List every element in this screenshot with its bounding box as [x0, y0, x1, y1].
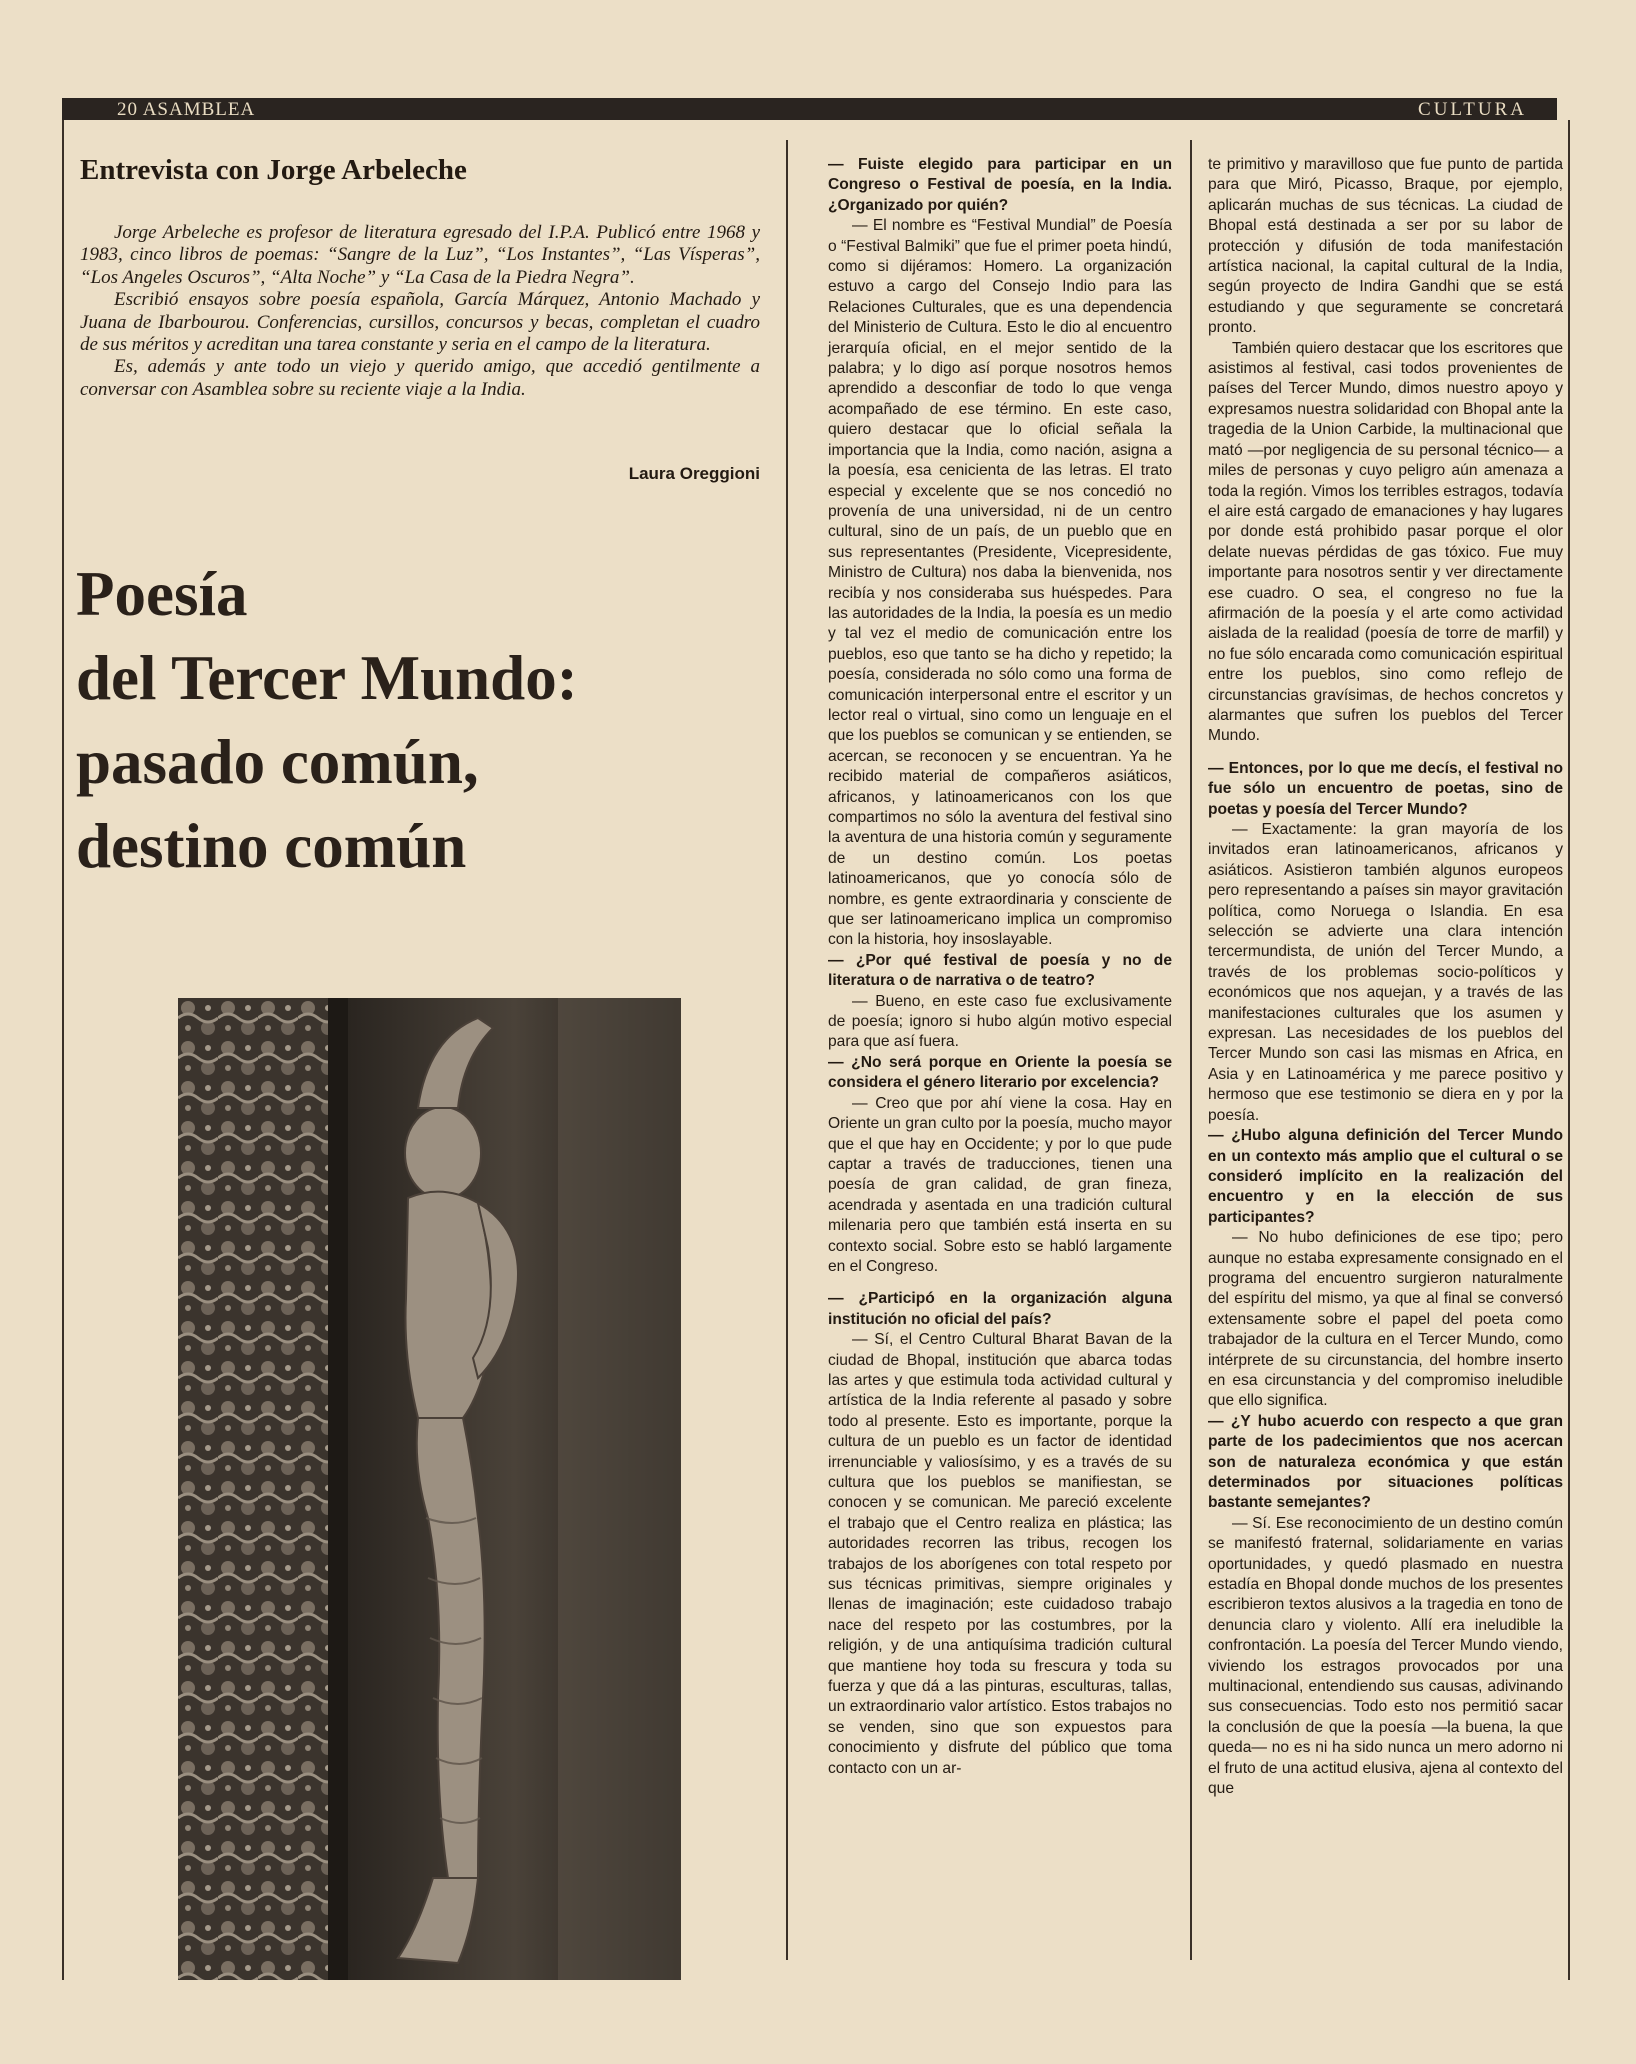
interview-question: — Entonces, por lo que me decís, el festival no fue sólo un encuentro de poetas, sino de poetas y poesía del Tercer Mundo?: [1208, 759, 1563, 818]
article-column-3: [1208, 155, 1563, 1800]
interview-title: Entrevista con Jorge Arbeleche: [80, 154, 467, 186]
interview-question: — ¿Participó en la organización alguna institución no oficial del país?: [828, 1290, 1172, 1328]
interview-answer: — Sí, el Centro Cultural Bharat Bavan de la ciudad de Bhopal, institución que abarca todas las artes y que estimula toda actividad cultural y artística de la India referente al pasado y sobre todo al presente. Esto es importante, porque la cultura de un pueblo es un factor de identidad irrenunciable y valiosísimo, y es a través de su cultura que los pueblos se manifiestan, se conocen y se comunican. Me pareció excelente el trabajo que el Centro realiza en plástica; las autoridades recorren las tribus, recogen los trabajos de los aborígenes con total respeto por sus técnicas primitivas, siempre originales y llenas de imaginación; este cuidadoso trabajo nace del respeto por las costumbres, por la religión, y de una antiquísima tradición cultural que mantiene hoy toda su frescura y toda su fuerza y que dá a las pinturas, esculturas, tallas, un extraordinario valor artístico. Estos trabajos no se venden, sino que son expuestos para conocimiento y disfrute del público que toma contacto con un ar-: [828, 1331, 1172, 1777]
interview-answer: — No hubo definiciones de ese tipo; pero aunque no estaba expresamente consignado en el programa del encuentro surgieron naturalmente del espíritu del mismo, ya que al final se conversó extensamente sobre el papel del poeta como trabajador de la cultura en el Tercer Mundo, como intérprete de su circunstancia, del hombre inserto en esa circunstancia y del compromiso ineludible que ello significa.: [1208, 1229, 1563, 1410]
intro-paragraph: Es, además y ante todo un viejo y querido amigo, que accedió gentilmente a conversar con Asamblea sobre su reciente viaje a la India.: [80, 356, 760, 400]
interview-answer: — El nombre es “Festival Mundial” de Poesía o “Festival Balmiki” que fue el primer poeta hindú, como si dijéramos: Homero. La organización estuvo a cargo del Consejo Indio para las Relaciones Culturales, que es una dependencia del Ministerio de Cultura. Esto le dio al encuentro jerarquía oficial, en el mejor sentido de la palabra; y lo digo así porque nosotros hemos aprendido a desconfiar de todo lo que venga acompañado de ese término. En este caso, quiero destacar que lo oficial señala la importancia que la India, como nación, asigna a la poesía, esa cenicienta de las letras. El trato especial y excelente que se nos concedió no provenía de una universidad, ni de un centro cultural, sino de un país, de un pueblo que en sus representantes (Presidente, Vicepresidente, Ministro de Cultura) nos daba la bienvenida, nos recibía y nos consideraba sus huéspedes. Para las autoridades de la India, la poesía es un medio y tal vez el medio de comunicación entre los pueblos, eso que tanto se ha dicho y repetido; la poesía, considerada no sólo como una forma de comunicación interpersonal entre el escritor y un lector real o virtual, sino como un lenguaje en el que los pueblos se comunican y se entienden, se acercan, se reconocen y se encuentran. Ya he recibido material de compañeros asiáticos, africanos, y latinoamericanos con los que compartimos no sólo la aventura del festival sino la aventura de una historia común y seguramente de un destino común. Los poetas latinoamericanos, que yo conocía sólo de nombre, es gente extraordinaria y consciente de que ser latinoamericano implica un compromiso con la historia, hoy insoslayable.: [828, 217, 1172, 949]
interview-question: — ¿Hubo alguna definición del Tercer Mundo en un contexto más amplio que el cultural o se consideró implícito en la realización del encuentro y en la elección de sus participantes?: [1208, 1127, 1563, 1226]
intro-paragraph: Escribió ensayos sobre poesía española, García Márquez, Antonio Machado y Juana de Ibarbourou. Conferencias, cursillos, concursos y becas, completan el cuadro de sus méritos y acreditan una tarea constante y seria en el campo de la literatura.: [80, 289, 760, 356]
headline-line: del Tercer Mundo:: [76, 643, 578, 713]
sculpture-photo: [178, 998, 681, 1980]
right-margin-rule: [1568, 120, 1570, 1980]
intro-paragraph: Jorge Arbeleche es profesor de literatura egresado del I.P.A. Publicó entre 1968 y 1983, cinco libros de poemas: “Sangre de la Luz”, “Los Instantes”, “Las Vísperas”, “Los Angeles Oscuros”, “Alta Noche” y “La Casa de la Piedra Negra”.: [80, 222, 760, 288]
interview-answer: También quiero destacar que los escritores que asistimos al festival, casi todos provenientes de países del Tercer Mundo, dimos nuestro apoyo y expresamos nuestra solidaridad con Bhopal ante la tragedia de la Union Carbide, la multinacional que mató —por negligencia de su personal técnico— a miles de personas y cuyo peligro aún amenaza a toda la región. Vimos los terribles estragos, todavía el aire está cargado de emanaciones y hay lugares por donde está prohibido pasar porque el olor delate nuevas pérdidas de gas tóxico. Fue muy importante para nosotros sentir y ver directamente ese cuadro. O sea, el congreso no fue la afirmación de la poesía y el arte como actividad aislada de la realidad (poesía de torre de marfil) y no fue sólo encarada como comunicación espiritual entre los pueblos, sino como reflejo de circunstancias gravísimas, de hechos concretos y alarmantes que sufren los pueblos del Tercer Mundo.: [1208, 339, 1563, 745]
section-name: CULTURA: [1418, 99, 1527, 120]
headline-line: Poesía: [76, 559, 248, 629]
author-byline: Laura Oreggioni: [628, 464, 760, 483]
interview-question: — ¿No será porque en Oriente la poesía se considera el género literario por excelencia?: [828, 1053, 1172, 1092]
interview-question: — ¿Y hubo acuerdo con respecto a que gran parte de los padecimientos que nos acercan son de naturaleza económica y que están determinados por situaciones políticas bastante semejantes?: [1208, 1412, 1563, 1512]
article-headline: [76, 552, 756, 888]
article-column-2: [828, 155, 1172, 1779]
article-intro: [80, 222, 760, 401]
interview-answer: — Creo que por ahí viene la cosa. Hay en Oriente un gran culto por la poesía, mucho mayor que el que hay en Occidente; y por lo que pude captar a través de traducciones, tienen una poesía de gran calidad, de gran fineza, acendrada y asentada en una tradición cultural milenaria pero que también está inserta en su contexto social. Sobre esto se habló largamente en el Congreso.: [828, 1094, 1172, 1275]
column-divider-2: [1190, 140, 1192, 1960]
interview-question: — ¿Por qué festival de poesía y no de literatura o de narrativa o de teatro?: [828, 951, 1172, 990]
page-header-bar: [62, 98, 1557, 120]
column-divider-1: [786, 140, 788, 1960]
left-margin-rule: [62, 120, 64, 1980]
interview-answer: — Exactamente: la gran mayoría de los invitados eran latinoamericanos, africanos y asiáticos. Asistieron también algunos europeos pero representando a países sin mayor gravitación política, como Noruega o Islandia. En esa selección se advierte una clara intención tercermundista, de unión del Tercer Mundo, a través de los problemas socio-políticos y económicos que nos aquejan, y a través de las manifestaciones culturales que los asumen y expresan. Las necesidades de los pueblos del Tercer Mundo son casi las mismas en Africa, en Asia y en Latinoamérica y me parece positivo y hermoso que ese testimonio se diera en y por la poesía.: [1208, 821, 1563, 1124]
interview-answer: — Sí. Ese reconocimiento de un destino común se manifestó fraternal, solidariamente en varias oportunidades, y quedó plasmado en nuestra estadía en Bhopal donde muchos de los presentes escribieron textos alusivos a la tragedia en tono de denuncia claro y violento. Allí era ineludible la confrontación. La poesía del Tercer Mundo viendo, viviendo los estragos provocados por una multinacional, entendiendo sus causas, adivinando sus consecuencias. Todo esto nos permitió sacar la conclusión de que la poesía —la buena, la que queda— no es ni ha sido nunca un mero adorno ni el fruto de una actitud elusiva, ajena al contexto del que: [1208, 1514, 1563, 1798]
page-number-section: 20 ASAMBLEA: [117, 99, 256, 120]
interview-answer: te primitivo y maravilloso que fue punto de partida para que Miró, Picasso, Braque, por ejemplo, aplicarán muchas de sus técnicas. La ciudad de Bhopal está destinada a ser por su labor de protección y difusión de toda manifestación artística nacional, la capital cultural de la India, según proyecto de Indira Gandhi que se está estudiando y que seguramente se concretará pronto.: [1208, 156, 1563, 337]
interview-answer: — Bueno, en este caso fue exclusivamente de poesía; ignoro si hubo algún motivo especial para que así fuera.: [828, 992, 1172, 1051]
interview-question: — Fuiste elegido para participar en un Congreso o Festival de poesía, en la India. ¿Organizado por quién?: [828, 156, 1172, 214]
headline-line: destino común: [76, 811, 467, 881]
headline-line: pasado común,: [76, 727, 479, 797]
